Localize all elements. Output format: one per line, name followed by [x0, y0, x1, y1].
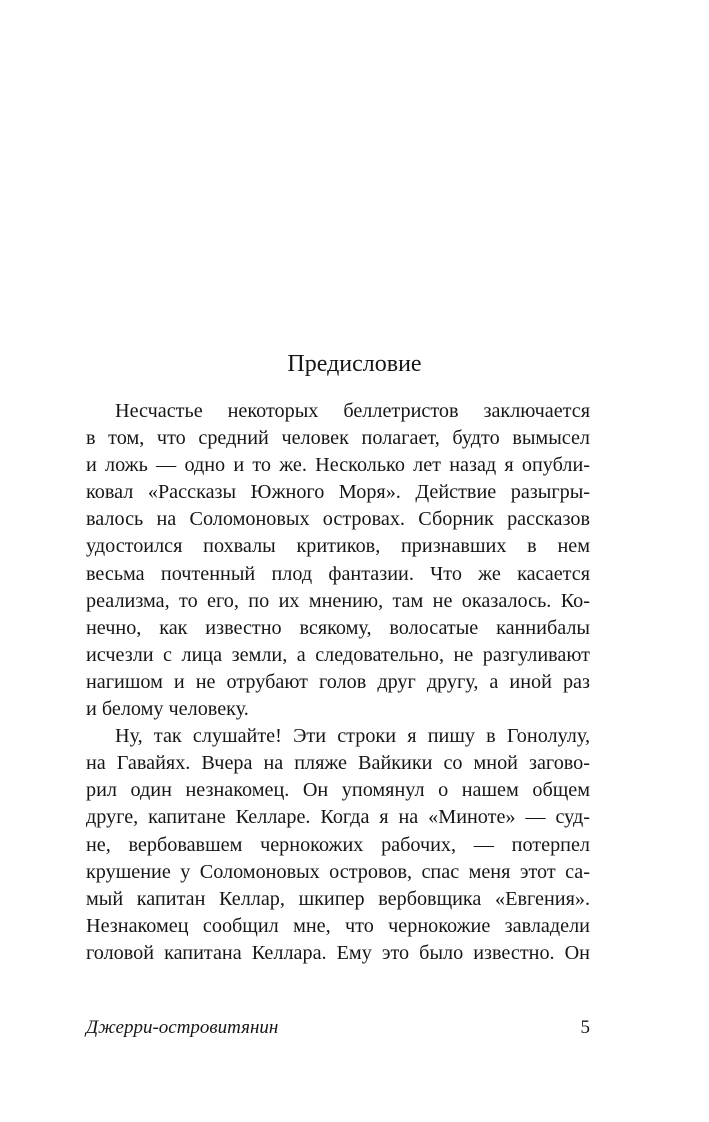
text-line: не, вербовавшем чернокожих рабочих, — потерпел [86, 833, 590, 856]
text-line: нагишом и не отрубают голов друг другу, а иной раз [86, 670, 590, 693]
chapter-title: Предисловие [287, 351, 422, 377]
text-line: ковал «Рассказы Южного Моря». Действие разыгры- [86, 481, 590, 504]
text-line: весьма почтенный плод фантазии. Что же касается [86, 562, 590, 585]
text-line: головой капитана Келлара. Ему это было известно. Он [86, 941, 590, 964]
text-line: реализма, то его, по их мнению, там не оказалось. Ко- [86, 589, 590, 612]
text-line: мый капитан Келлар, шкипер вербовщика «Евгения». [86, 887, 590, 910]
text-line: удостоился похвалы критиков, признавших в нем [86, 535, 590, 558]
text-line: рил один незнакомец. Он упомянул о нашем общем [86, 779, 590, 802]
text-line: Незнакомец сообщил мне, что чернокожие завладели [86, 914, 590, 937]
page-number: 5 [580, 1017, 590, 1038]
text-line: нечно, как известно всякому, волосатые каннибалы [86, 616, 590, 639]
text-line: Несчастье некоторых беллетристов заключается [115, 400, 590, 422]
text-line: валось на Соломоновых островах. Сборник рассказов [86, 508, 590, 531]
text-line: крушение у Соломоновых островов, спас меня этот са- [86, 860, 590, 883]
text-line: в том, что средний человек полагает, будто вымысел [86, 427, 590, 450]
running-book-title: Джерри-островитянин [86, 1017, 279, 1038]
text-line: и белому человеку. [86, 698, 249, 721]
text-line: на Гавайях. Вчера на пляже Вайкики со мной загово- [86, 752, 590, 775]
text-line: Ну, так слушайте! Эти строки я пишу в Гонолулу, [115, 725, 590, 748]
body-text [86, 398, 590, 967]
text-line: исчезли с лица земли, а следовательно, не разгуливают [86, 643, 590, 666]
text-line: и ложь — одно и то же. Несколько лет назад я опубли- [86, 454, 590, 477]
text-line: друге, капитане Келларе. Когда я на «Миноте» — суд- [86, 806, 590, 829]
